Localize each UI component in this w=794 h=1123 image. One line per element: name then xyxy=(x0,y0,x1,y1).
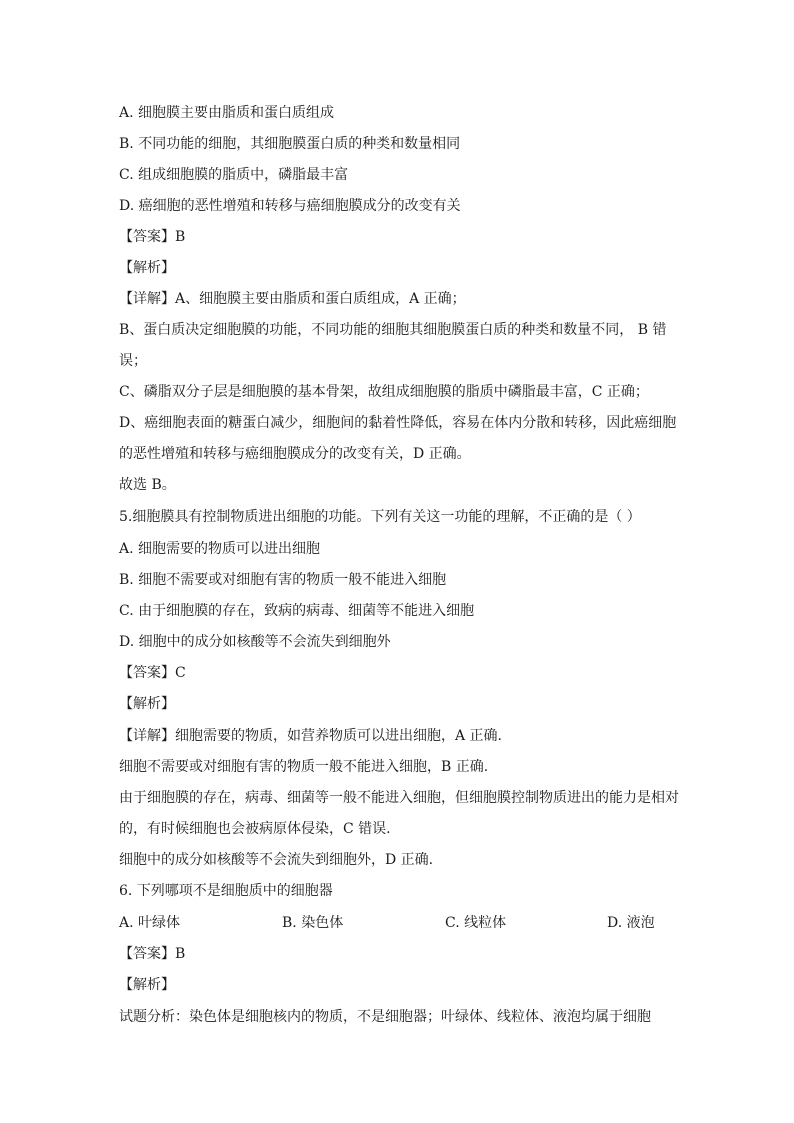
q5-option-a: A. 细胞需要的物质可以进出细胞 xyxy=(119,541,321,557)
q5-explanation-line: 由于细胞膜的存在，病毒、细菌等一般不能进入细胞，但细胞膜控制物质进出的能力是相对 xyxy=(119,790,679,806)
q4-explanation-line: 的恶性增殖和转移与癌细胞膜成分的改变有关，D 正确。 xyxy=(119,446,471,462)
q6-options-row xyxy=(119,913,679,933)
q5-question: 5.细胞膜具有控制物质进出细胞的功能。下列有关这一功能的理解，不正确的是（ ） xyxy=(119,509,641,525)
q4-option-c: C. 组成细胞膜的脂质中，磷脂最丰富 xyxy=(119,167,349,183)
q4-option-d: D. 癌细胞的恶性增殖和转移与癌细胞膜成分的改变有关 xyxy=(119,198,461,214)
q5-explanation-line: 【详解】细胞需要的物质，如营养物质可以进出细胞，A 正确. xyxy=(119,728,503,744)
q4-conclusion: 故选 B。 xyxy=(119,477,176,493)
q4-answer: 【答案】B xyxy=(119,229,186,245)
q6-explanation-line: 试题分析：染色体是细胞核内的物质，不是细胞器；叶绿体、线粒体、液泡均属于细胞 xyxy=(119,1009,651,1025)
q5-analysis-heading: 【解析】 xyxy=(119,696,175,712)
q4-option-a: A. 细胞膜主要由脂质和蛋白质组成 xyxy=(119,105,335,121)
q6-option-d: D. 液泡 xyxy=(607,915,655,931)
q4-explanation-line: C、磷脂双分子层是细胞膜的基本骨架，故组成细胞膜的脂质中磷脂最丰富，C 正确； xyxy=(119,384,649,400)
q6-option-b: B. 染色体 xyxy=(282,915,344,931)
q5-answer: 【答案】C xyxy=(119,665,186,681)
q4-analysis-heading: 【解析】 xyxy=(119,260,175,276)
q4-explanation-line: B、蛋白质决定细胞膜的功能，不同功能的细胞其细胞膜蛋白质的种类和数量不同， B 错 xyxy=(119,322,667,338)
q6-answer: 【答案】B xyxy=(119,946,186,962)
q5-option-d: D. 细胞中的成分如核酸等不会流失到细胞外 xyxy=(119,634,391,650)
q4-option-b: B. 不同功能的细胞，其细胞膜蛋白质的种类和数量相同 xyxy=(119,136,461,152)
q5-option-c: C. 由于细胞膜的存在，致病的病毒、细菌等不能进入细胞 xyxy=(119,603,475,619)
q5-option-b: B. 细胞不需要或对细胞有害的物质一般不能进入细胞 xyxy=(119,572,447,588)
q4-explanation-line: D、癌细胞表面的糖蛋白减少，细胞间的黏着性降低，容易在体内分散和转移，因此癌细胞 xyxy=(119,415,677,431)
q4-explanation-line: 【详解】A、细胞膜主要由脂质和蛋白质组成，A 正确； xyxy=(119,291,466,307)
q6-question: 6. 下列哪项不是细胞质中的细胞器 xyxy=(119,883,333,899)
q6-option-c: C. 线粒体 xyxy=(445,915,507,931)
q6-option-a: A. 叶绿体 xyxy=(119,915,181,931)
q4-explanation-line: 误； xyxy=(119,353,147,369)
q5-explanation-line: 细胞中的成分如核酸等不会流失到细胞外，D 正确. xyxy=(119,852,434,868)
q6-analysis-heading: 【解析】 xyxy=(119,977,175,993)
q5-explanation-line: 细胞不需要或对细胞有害的物质一般不能进入细胞，B 正确. xyxy=(119,759,489,775)
q5-explanation-line: 的，有时候细胞也会被病原体侵染，C 错误. xyxy=(119,821,391,837)
